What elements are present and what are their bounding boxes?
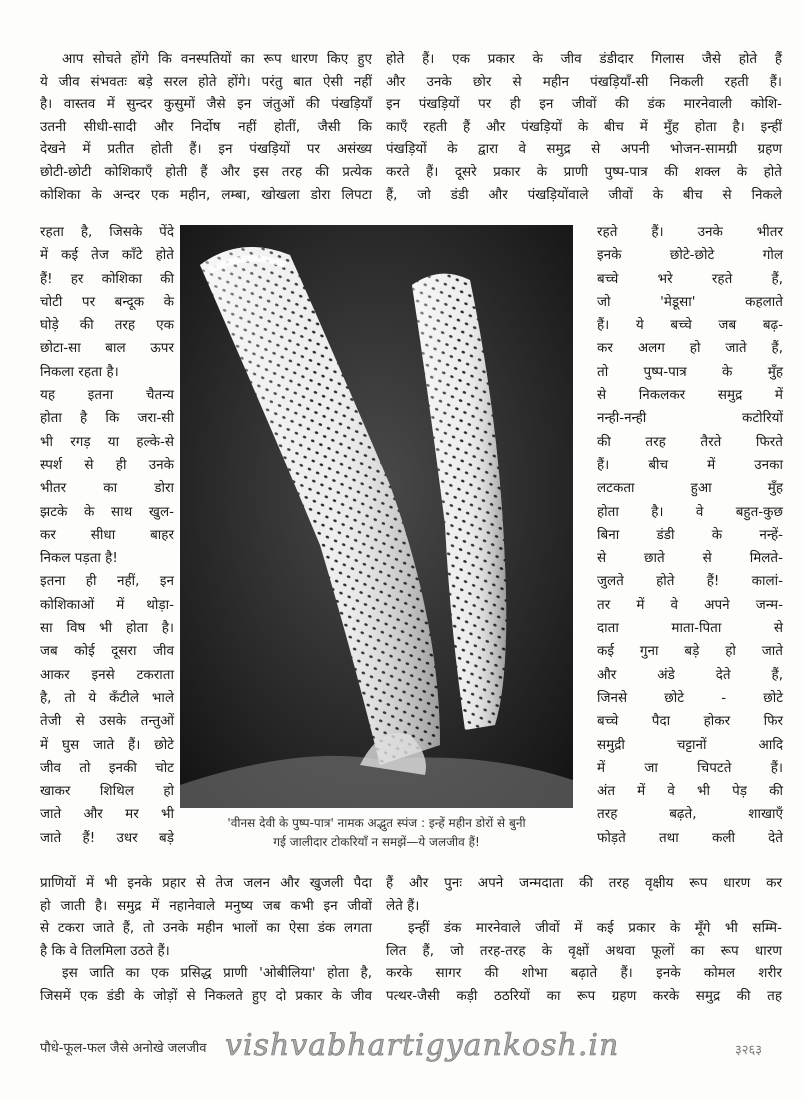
text-line: निकला रहता है। bbox=[40, 363, 119, 380]
text-line: बच्चे पैदा होकर फिर bbox=[597, 713, 783, 730]
text-line: दाता माता-पिता से bbox=[597, 620, 783, 637]
text-bottom-left bbox=[40, 872, 372, 1008]
text-line: हो जाती है। समुद्र में नहानेवाले मनुष्य जब कभी इन जीवों bbox=[40, 897, 372, 914]
text-line: छोटी-छोटी कोशिकाएँ होती हैं और इस तरह की प्रत्येक bbox=[40, 163, 372, 180]
text-line: और अंडे देते हैं, bbox=[597, 666, 783, 683]
text-line: पंखड़ियों के द्वारा वे समुद्र से अपनी भोजन-सामग्री ग्रहण bbox=[386, 141, 782, 158]
text-line: काएँ रहती हैं और पंखड़ियों के बीच में मुँह होता है। इन्हीं bbox=[386, 118, 782, 135]
text-line: जाते और मर भी bbox=[40, 806, 174, 823]
text-line: करके सागर की शोभा बढ़ाते हैं। इनके कोमल शरीर bbox=[386, 965, 782, 982]
text-line: कोशिकाओं में थोड़ा- bbox=[40, 596, 174, 613]
text-line: से टकरा जाते हैं, तो उनके महीन भालों का ऐसा डंक लगता bbox=[40, 920, 372, 937]
page-number: ३२६३ bbox=[735, 1043, 763, 1058]
caption-line-1: 'वीनस देवी के पुष्प-पात्र' नामक अद्भुत स्पंज : इन्हें महीन डोरों से बुनी bbox=[227, 816, 526, 830]
text-line: बिना डंडी के नन्हें- bbox=[597, 526, 783, 543]
text-line: से छाते से मिलते- bbox=[597, 550, 783, 567]
text-line: इनके छोटे-छोटे गोल bbox=[597, 247, 783, 264]
text-line: हैं, जो डंडी और पंखड़ियोंवाले जीवों के बीच से निकले bbox=[386, 186, 782, 203]
text-line: देखने में प्रतीत होती हैं। इन पंखड़ियों पर असंख्य bbox=[40, 141, 372, 158]
text-line: प्राणियों में भी इनके प्रहार से तेज जलन और खुजली पैदा bbox=[40, 875, 372, 891]
text-line: आकर इनसे टकराता bbox=[40, 666, 174, 683]
text-line: बच्चे भरे रहते हैं, bbox=[597, 270, 783, 287]
text-line: इस जाति का एक प्रसिद्ध प्राणी 'ओबीलिया' होता है, bbox=[62, 965, 372, 982]
text-line: आप सोचते होंगे कि वनस्पतियों का रूप धारण किए हुए bbox=[62, 51, 372, 67]
text-line: पत्थर-जैसी कड़ी ठठरियों का रूप ग्रहण करके समुद्र की तह bbox=[386, 987, 782, 1004]
text-line: लटकता हुआ मुँह bbox=[597, 480, 783, 497]
text-line: है। वास्तव में सुन्दर कुसुमों जैसे इन जंतुओं की पंखड़ियाँ bbox=[40, 96, 372, 113]
text-line: इतना ही नहीं, इन bbox=[40, 573, 174, 590]
text-line: और उनके छोर से महीन पंखड़ियाँ-सी निकली रहती हैं। bbox=[386, 73, 782, 90]
text-line: हैं। बीच में उनका bbox=[597, 456, 783, 473]
text-line: जब कोई दूसरा जीव bbox=[40, 643, 174, 660]
text-line: कई गुना बड़े हो जाते bbox=[597, 643, 783, 660]
text-line: जाते हैं! उधर बड़े bbox=[40, 829, 174, 846]
watermark: vishvabhartigyankosh.in bbox=[225, 1028, 620, 1063]
figure-caption bbox=[180, 814, 573, 852]
text-line: जिनसे छोटे - छोटे bbox=[597, 689, 783, 706]
text-line: जिसमें एक डंडी के जोड़ों से निकलते हुए दो प्रकार के जीव bbox=[40, 987, 372, 1004]
text-line: करते हैं। दूसरे प्रकार के प्राणी पुष्प-पात्र की शक्ल के होते bbox=[386, 163, 782, 180]
text-line: इन्हीं डंक मारनेवाले जीवों में कई प्रकार के मूँगे भी सम्मि- bbox=[408, 920, 782, 937]
text-line: की तरह तैरते फिरते bbox=[597, 433, 783, 450]
text-line: समुद्री चट्टानों आदि bbox=[597, 736, 783, 753]
text-top-right bbox=[386, 48, 782, 206]
text-line: इन पंखड़ियों पर ही इन जीवों की डंक मारनेवाली कोशि- bbox=[386, 96, 782, 113]
text-line: कर सीधा बाहर bbox=[40, 526, 174, 543]
text-line: फोड़ते तथा कली देते bbox=[597, 829, 783, 846]
text-line: भीतर का डोरा bbox=[40, 480, 174, 497]
text-line: तो पुष्प-पात्र के मुँह bbox=[597, 363, 783, 380]
sponge-photo bbox=[180, 225, 573, 808]
text-line: हैं! हर कोशिका की bbox=[40, 270, 174, 287]
text-line: जीव तो इनकी चोट bbox=[40, 759, 174, 776]
text-line: में कई तेज काँटे होते bbox=[40, 247, 174, 264]
text-line: घोड़े की तरह एक bbox=[40, 317, 174, 334]
text-top-left bbox=[40, 48, 372, 206]
text-line: लित हैं, जो तरह-तरह के वृक्षों अथवा फूलों का रूप धारण bbox=[386, 942, 782, 959]
text-line: लेते हैं। bbox=[386, 897, 420, 914]
text-line: खाकर शिथिल हो bbox=[40, 783, 174, 800]
text-line: यह इतना चैतन्य bbox=[40, 387, 174, 404]
text-bottom-right bbox=[386, 872, 782, 1008]
text-line: है कि वे तिलमिला उठते हैं। bbox=[40, 942, 170, 959]
text-line: जुलते होते हैं! कालां- bbox=[597, 573, 783, 590]
running-title: पौधे-फूल-फल जैसे अनोखे जलजीव bbox=[40, 1041, 207, 1056]
text-line: रहता है, जिसके पेंदे bbox=[40, 224, 174, 240]
text-line: कोशिका के अन्दर एक महीन, लम्बा, खोखला डोरा लिपटा bbox=[40, 186, 372, 203]
text-line: तेजी से उसके तन्तुओं bbox=[40, 713, 174, 730]
text-line: है, तो ये कँटीले भाले bbox=[40, 689, 174, 706]
caption-line-2: गई जालीदार टोकरियाँ न समझें—ये जलजीव हैं! bbox=[273, 835, 480, 849]
text-narrow-left bbox=[40, 221, 174, 850]
text-line: जो 'मेडूसा' कहलाते bbox=[597, 293, 783, 310]
text-line: रहते हैं। उनके भीतर bbox=[597, 224, 783, 240]
text-line: चोटी पर बन्दूक के bbox=[40, 293, 174, 310]
text-line: से निकलकर समुद्र में bbox=[597, 387, 783, 404]
text-line: हैं और पुनः अपने जन्मदाता की तरह वृक्षीय रूप धारण कर bbox=[386, 875, 782, 891]
text-line: हैं। ये बच्चे जब बढ़- bbox=[597, 317, 783, 334]
text-line: नन्ही-नन्ही कटोरियों bbox=[597, 410, 783, 427]
text-line: सा विष भी होता है। bbox=[40, 620, 174, 637]
text-line: अंत में वे भी पेड़ की bbox=[597, 783, 783, 800]
text-line: तर में वे अपने जन्म- bbox=[597, 596, 783, 613]
text-line: तरह बढ़ते, शाखाएँ bbox=[597, 806, 783, 823]
text-line: में घुस जाते हैं। छोटे bbox=[40, 736, 174, 753]
text-line: कर अलग हो जाते हैं, bbox=[597, 340, 783, 357]
text-line: उतनी सीधी-सादी और निर्दोष नहीं होतीं, जैसी कि bbox=[40, 118, 372, 135]
text-line: झटके के साथ खुल- bbox=[40, 503, 174, 520]
text-line: छोटा-सा बाल ऊपर bbox=[40, 340, 174, 357]
text-line: ये जीव संभवतः बड़े सरल होते होंगे। परंतु बात ऐसी नहीं bbox=[40, 73, 372, 90]
text-line: होता है कि जरा-सी bbox=[40, 410, 174, 427]
text-line: भी रगड़ या हल्के-से bbox=[40, 433, 174, 450]
text-narrow-right bbox=[597, 221, 783, 850]
text-line: में जा चिपटते हैं। bbox=[597, 759, 783, 776]
text-line: होता है। वे बहुत-कुछ bbox=[597, 503, 783, 520]
text-line: होते हैं। एक प्रकार के जीव डंडीदार गिलास जैसे होते हैं bbox=[386, 51, 782, 67]
text-line: निकल पड़ता है! bbox=[40, 550, 118, 567]
text-line: स्पर्श से ही उनके bbox=[40, 456, 174, 473]
